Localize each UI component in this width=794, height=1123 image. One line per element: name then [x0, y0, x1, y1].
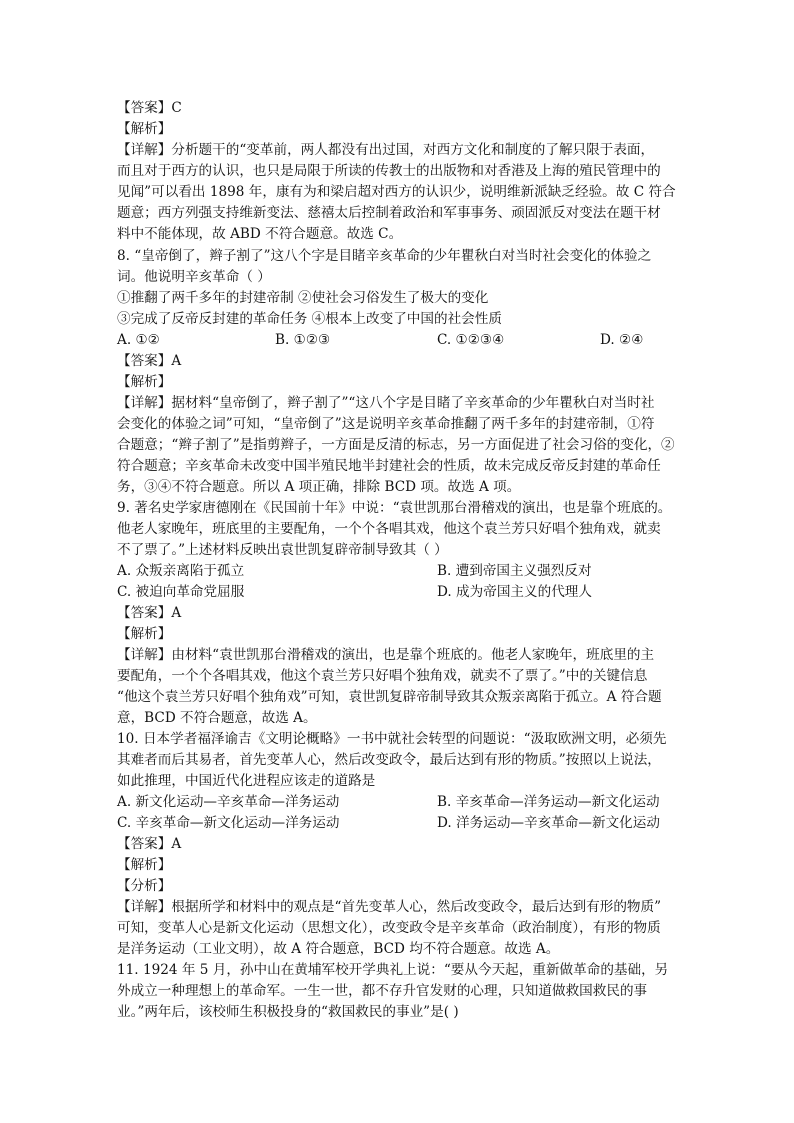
q7-detail-line: 料中不能体现，故 ABD 不符合题意。故选 C。 — [117, 226, 403, 242]
q9-detail-line: 要配角，一个个各唱其戏，他这个袁兰芳只好唱个独角戏，就卖不了票了。”中的关键信息 — [117, 668, 648, 684]
q8-stem-line: 8. “皇帝倒了，辫子割了”这八个字是目睹辛亥革命的少年瞿秋白对当时社会变化的体验之 — [117, 248, 652, 264]
q9-answer: 【答案】A — [117, 605, 182, 621]
q8-option-b: B. ①②③ — [275, 332, 331, 348]
q10-option-c: C. 辛亥革命—新文化运动—洋务运动 — [117, 815, 340, 831]
q7-analysis-label: 【解析】 — [117, 121, 172, 137]
q9-option-a: A. 众叛亲离陷于孤立 — [117, 563, 245, 579]
q10-stem-line: 如此推理，中国近代化进程应该走的道路是 — [117, 773, 376, 789]
q10-detail-line: 是洋务运动（工业文明），故 A 符合题意，BCD 均不符合题意。故选 A。 — [117, 941, 560, 957]
q10-option-d: D. 洋务运动—辛亥革命—新文化运动 — [437, 815, 660, 831]
q8-detail-line: 合题意；“辫子割了”是指剪辫子，一方面是反清的标志，另一方面促进了社会习俗的变化，② — [117, 437, 675, 453]
q8-detail-line: 务，③④不符合题意。所以 A 项正确，排除 BCD 项。故选 A 项。 — [117, 479, 521, 495]
q9-option-c: C. 被迫向革命党屈服 — [117, 584, 245, 600]
q9-stem-line: 他老人家晚年，班底里的主要配角，一个个各唱其戏，他这个袁兰芳只好唱个独角戏，就卖 — [117, 521, 661, 537]
q10-detail-line: 可知，变革人心是新文化运动（思想文化），改变政令是辛亥革命（政治制度），有形的物质 — [117, 920, 661, 936]
q10-stem-line: 其难者而后其易者，首先变革人心，然后改变政令，最后达到有形的物质。”按照以上说法， — [117, 752, 661, 768]
q8-answer: 【答案】A — [117, 353, 182, 369]
q9-detail-line: 意，BCD 不符合题意，故选 A。 — [117, 710, 317, 726]
q8-detail-line: 符合题意；辛亥革命未改变中国半殖民地半封建社会的性质，故未完成反帝反封建的革命任 — [117, 458, 661, 474]
q10-answer: 【答案】A — [117, 836, 182, 852]
q8-analysis-label: 【解析】 — [117, 374, 172, 390]
q10-option-a: A. 新文化运动—辛亥革命—洋务运动 — [117, 794, 340, 810]
q7-answer: 【答案】C — [117, 100, 182, 116]
q7-detail-line: 见闻”可以看出 1898 年，康有为和梁启超对西方的认识少，说明维新派缺乏经验。故 C 符合 — [117, 184, 676, 200]
q8-option-a: A. ①② — [117, 332, 160, 348]
q10-detail-line: 【详解】根据所学和材料中的观点是“首先变革人心，然后改变政令，最后达到有形的物质” — [117, 899, 662, 915]
q8-stem-line: ③完成了反帝反封建的革命任务 ④根本上改变了中国的社会性质 — [117, 311, 502, 327]
q9-stem-line: 不了票了。”上述材料反映出袁世凯复辟帝制导致其（ ） — [117, 542, 448, 558]
q7-detail-line: 【详解】分析题干的“变革前，两人都没有出过国，对西方文化和制度的了解只限于表面， — [117, 142, 655, 158]
q9-analysis-label: 【解析】 — [117, 626, 172, 642]
q8-detail-line: 会变化的体验之词”可知，“皇帝倒了”这是说明辛亥革命推翻了两千多年的封建帝制，①符 — [117, 416, 655, 432]
q8-stem-line: 词。他说明辛亥革命（ ） — [117, 269, 271, 285]
q7-detail-line: 而且对于西方的认识，也只是局限于所读的传教士的出版物和对香港及上海的殖民管理中的 — [117, 163, 661, 179]
q8-option-c: C. ①②③④ — [437, 332, 505, 348]
q8-stem-line: ①推翻了两千多年的封建帝制 ②使社会习俗发生了极大的变化 — [117, 290, 489, 306]
q8-option-d: D. ②④ — [600, 332, 644, 348]
q10-stem-line: 10. 日本学者福泽谕吉《文明论概略》一书中就社会转型的问题说：“汲取欧洲文明，必须先 — [117, 731, 667, 747]
q9-detail-line: “他这个袁兰芳只好唱个独角戏”可知，袁世凯复辟帝制导致其众叛亲离陷于孤立。A 符合题 — [117, 689, 662, 705]
q10-option-b: B. 辛亥革命—洋务运动—新文化运动 — [437, 794, 660, 810]
q9-stem-line: 9. 著名史学家唐德刚在《民国前十年》中说：“袁世凯那台滑稽戏的演出，也是靠个班底的。 — [117, 500, 672, 516]
q11-stem-line: 业。”两年后，该校师生积极投身的“救国救民的事业”是( ) — [117, 1004, 459, 1020]
q10-analysis-label: 【解析】 — [117, 857, 172, 873]
q11-stem-line: 11. 1924 年 5 月，孙中山在黄埔军校开学典礼上说：“要从今天起，重新做革命的基础，另 — [117, 962, 669, 978]
q11-stem-line: 外成立一种理想上的革命军。一生一世，都不存升官发财的心理，只知道做救国救民的事 — [117, 983, 648, 999]
q7-detail-line: 题意；西方列强支持维新变法、慈禧太后控制着政治和军事事务、顽固派反对变法在题干材 — [117, 205, 661, 221]
q9-option-d: D. 成为帝国主义的代理人 — [437, 584, 592, 600]
q9-detail-line: 【详解】由材料“袁世凯那台滑稽戏的演出，也是靠个班底的。他老人家晚年，班底里的主 — [117, 647, 655, 663]
q8-detail-line: 【详解】据材料“皇帝倒了，辫子割了”“这八个字是目睹了辛亥革命的少年瞿秋白对当时社 — [117, 395, 655, 411]
q10-analysis2-label: 【分析】 — [117, 878, 172, 894]
q9-option-b: B. 遭到帝国主义强烈反对 — [437, 563, 592, 579]
